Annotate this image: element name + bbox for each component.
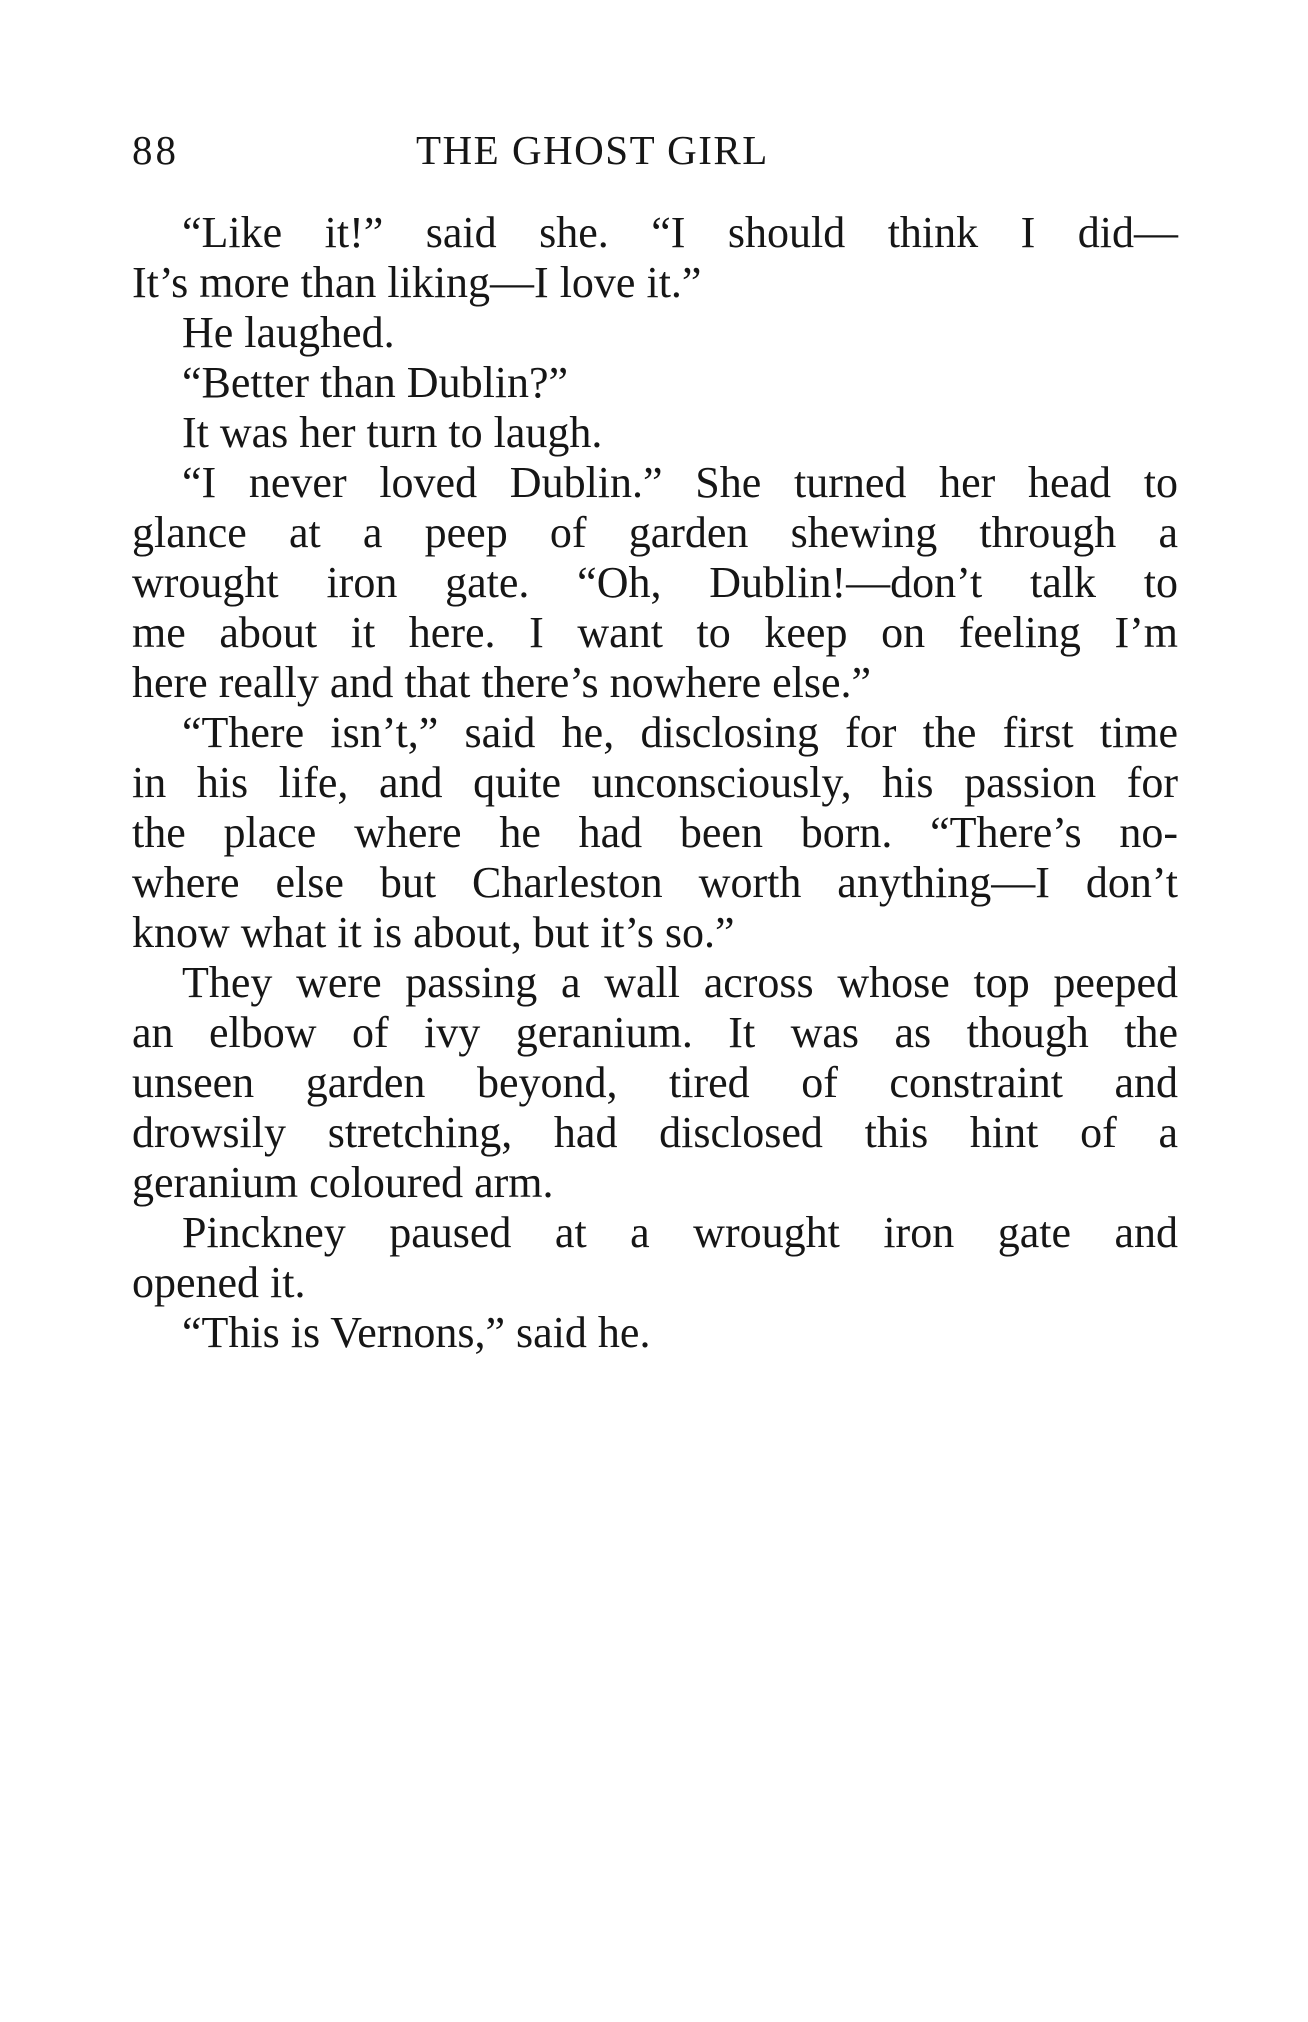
text-line: where else but Charleston worth anything—I don’t (132, 858, 1178, 907)
text-line: “I never loved Dublin.” She turned her head to (182, 458, 1178, 507)
text-line: “This is Vernons,” said he. (182, 1308, 651, 1357)
text-line: wrought iron gate. “Oh, Dublin!—don’t talk to (132, 558, 1178, 607)
running-title: THE GHOST GIRL (416, 127, 769, 173)
text-line: It was her turn to laugh. (182, 408, 603, 457)
text-line: me about it here. I want to keep on feeling I’m (132, 608, 1178, 657)
running-head (132, 120, 892, 180)
text-line: drowsily stretching, had disclosed this hint of a (132, 1108, 1178, 1157)
text-line: “There isn’t,” said he, disclosing for the first time (182, 708, 1178, 757)
page-number: 88 (132, 127, 179, 173)
text-line: opened it. (132, 1258, 306, 1307)
text-line: He laughed. (182, 308, 395, 357)
text-line: glance at a peep of garden shewing through a (132, 508, 1178, 557)
body-text (132, 208, 1178, 1358)
text-line: here really and that there’s nowhere else.” (132, 658, 872, 707)
text-line: an elbow of ivy geranium. It was as though the (132, 1008, 1178, 1057)
text-line: “Like it!” said she. “I should think I did— (182, 208, 1178, 257)
text-line: “Better than Dublin?” (182, 358, 569, 407)
text-line: They were passing a wall across whose top peeped (182, 958, 1178, 1007)
text-line: the place where he had been born. “There’s no- (132, 808, 1178, 857)
text-line: in his life, and quite unconsciously, his passion for (132, 758, 1178, 807)
text-line: It’s more than liking—I love it.” (132, 258, 702, 307)
text-line: geranium coloured arm. (132, 1158, 554, 1207)
text-line: know what it is about, but it’s so.” (132, 908, 735, 957)
text-line: Pinckney paused at a wrought iron gate and (182, 1208, 1178, 1257)
text-line: unseen garden beyond, tired of constraint and (132, 1058, 1178, 1107)
